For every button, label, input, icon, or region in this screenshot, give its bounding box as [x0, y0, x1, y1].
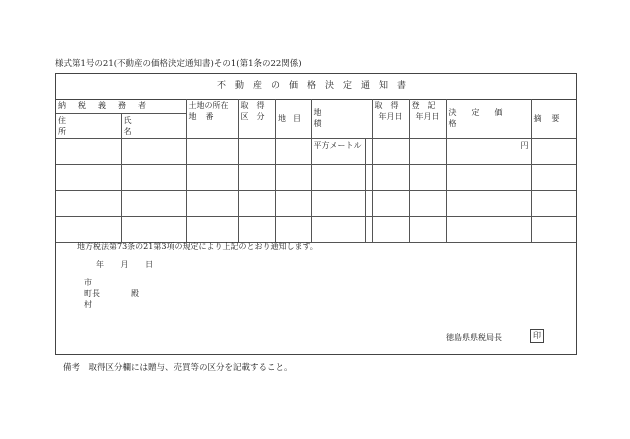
table-row — [56, 190, 576, 216]
acq-date-header: 取得 年月日 — [372, 99, 409, 138]
price-header: 決定価格 — [446, 99, 531, 138]
date-line: 年 月 日 — [96, 260, 154, 269]
issuer-name: 徳島県県税局長 — [446, 333, 502, 342]
table-row — [56, 216, 576, 242]
acq-type-header: 取得 区分 — [238, 99, 275, 138]
form-number-label: 様式第1号の21(不動産の価格決定通知書)その1(第1条の22関係) — [55, 59, 302, 69]
table-row — [56, 164, 576, 190]
land-category-header: 地目 — [275, 99, 311, 138]
name-header: 氏名 — [121, 113, 186, 138]
notice-text: 地方税法第73条の21第3項の規定により上記のとおり通知します。 — [77, 242, 318, 251]
property-table — [56, 99, 576, 243]
form-title: 不動産の価格決定通知書 — [56, 74, 576, 100]
addressee-block: 市 町長 村 — [84, 278, 100, 309]
taxpayer-header: 納税義務者 — [56, 99, 186, 113]
table-row — [56, 138, 576, 164]
seal-stamp: 印 — [530, 329, 544, 343]
price-unit: 円 — [446, 138, 531, 164]
notice-form — [55, 73, 577, 355]
address-header: 住所 — [56, 113, 121, 138]
footnote: 備考 取得区分欄には贈与、売買等の区分を記載すること。 — [63, 363, 293, 373]
area-header: 地積 — [311, 99, 372, 138]
honorific: 殿 — [131, 289, 139, 298]
reg-date-header: 登記 年月日 — [409, 99, 446, 138]
area-unit: 平方メートル — [311, 138, 365, 164]
location-header: 土地の所在 地番 — [186, 99, 238, 138]
remarks-header: 摘要 — [531, 99, 576, 138]
